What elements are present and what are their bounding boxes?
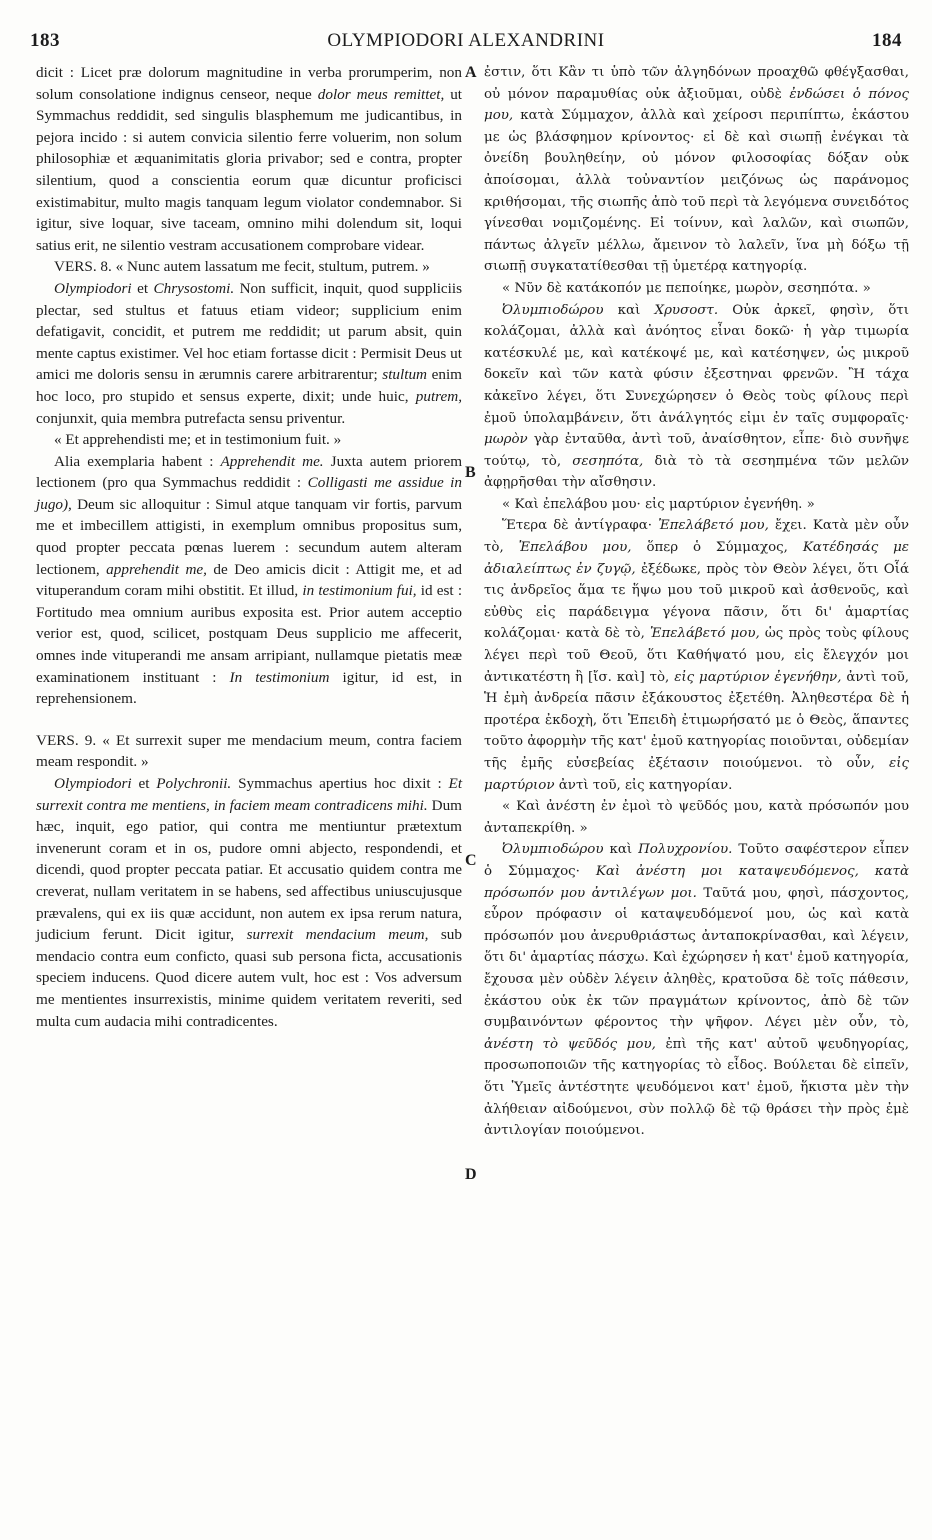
latin-paragraph: Olympiodori et Chrysostomi. Non sufficit, inquit, quod suppliciis plectar, sed stultus et fatuus etiam videor; supplicium enim defatigavit, concidit, et putrem me reddidit; ut parum absit, quin mente captus existimer. Vel hoc etiam fortasse dicit : Permisit Deus ut amici me doloris sensu in ærumnis carere arbitrarentur; stultum enim hoc loco, pro stupido et sensus experte, dixit; unde huic, putrem, conjunxit, quia membra putrefacta sensu priventur. bbox=[36, 279, 463, 427]
page-number-right: 184 bbox=[872, 30, 902, 51]
greek-paragraph: Ὀλυμπιοδώρου καὶ Πολυχρονίου. Τοῦτο σαφέστερον εἶπεν ὁ Σύμμαχος· Καὶ ἀνέστη μοι καταψευδόμενος, κατὰ πρόσωπόν μου ἀντιλέγων μοι. Ταῦτά μου, φησὶ, πάσχοντος, εὗρον πρόφασιν οἱ καταψευδόμενοί μου, ὡς καὶ κατὰ πρόσωπόν μου ἀνερυθριάστως ἀνταποκρίνασθαι, καὶ λέγειν, ὅτι δι' ἁμαρτίας πάσχω. Καὶ ἐχώρησεν ἡ κατ' ἐμοῦ κατηγορία, ἔχουσα μὲν οὐδὲν λέγειν ἀληθὲς, κρατοῦσα δὲ τοῖς πάθεσιν, ἑκάστου οὐκ ἐκ τῶν πραγμάτων κρίνοντος, ἀπὸ δὲ τῶν συμβαινόντων φέροντος τὴν ψῆφον. Λέγει μὲν οὖν, τὸ, ἀνέστη τὸ ψεῦδός μου, ἐπὶ τῆς κατ' αὐτοῦ ψευδηγορίας, προσωποποιῶν τῆς κατηγορίας τὸ εἶδος. Βούλεται δὲ εἰπεῖν, ὅτι Ὑμεῖς ἀντέστητε ψευδόμενοι κατ' ἐμοῦ, ἥκιστα μὲν τὴν ἀλήθειαν αἰδούμενοι, σὺν πολλῷ δὲ τῷ θράσει τὴν πρὸς ἐμὲ ἀντιλογίαν ποιούμενοι. bbox=[484, 842, 909, 1139]
section-marker-a: A bbox=[465, 64, 477, 81]
latin-verse-heading: VERS. 8. « Nunc autem lassatum me fecit, stultum, putrem. » bbox=[54, 258, 430, 276]
latin-paragraph: dicit : Licet præ dolorum magnitudine in verba prorumperim, non solum consolatione indignus censeor, neque dolor meus remittet, ut Symmachus reddidit, sed singulis blasphemum me judicantibus, in pejora incido : si autem convicia silentio ferre voluerim, non solum philosophiæ et æquanimitatis gloria privabor; sed e contra, propter silentium, quod a conscientia eorum quæ dicuntur proficisci existimabitur, multo magis tanquam legum violator condemnabor. Si igitur, sive loquar, sive taceam, omnino mihi dolendum sit, loqui satius erit, ne silentio vestram accusationem comprobare videar. bbox=[36, 64, 463, 254]
greek-paragraph: Ἕτερα δὲ ἀντίγραφα· Ἐπελάβετό μου, ἔχει. Κατὰ μὲν οὖν τὸ, Ἐπελάβου μου, ὅπερ ὁ Σύμμαχος, Κατέδησάς με ἀδιαλείπτως ἐν ζυγῷ, ἐξέδωκε, πρὸς τὸν Θεὸν λέγει, ὅτι Οἷά τις ἀνδρεῖος ἅμα τε ἥψω μου τοῦ μικροῦ καὶ ἀσθενοῦς, καὶ εὐθὺς εἰς παράδειγμα γέγονα πᾶσιν, ὅτι δι' ἁμαρτίας κολάζομαι· κατὰ δὲ τὸ, Ἐπελάβετό μου, ὡς πρὸς τοὺς φίλους λέγει περὶ τοῦ Θεοῦ, ὅτι Καθήψατό μου, εἰς ἔλεγχόν μοι ἀντικατέστη ἢ [ἴσ. καὶ] τὸ, εἰς μαρτύριον ἐγενήθην, ἀντὶ τοῦ, Ἡ ἐμὴ ἀνδρεία πᾶσιν ἐξάκουστος ἐξετέθη. Ἀληθεστέρα δὲ ἡ προτέρα ἐκδοχὴ, ὅτι Ἐπειδὴ ἐτιμωρήσατό με ὁ Θεὸς, ἅπαντες τοῦτο ἀφορμὴν τῆς κατ' ἐμοῦ κατηγορίας ποιοῦνται, οὐδεμίαν τῆς ἐμῆς εὐσεβείας ἐξέτασιν ποιούμενοι. τὸ οὖν, εἰς μαρτύριον ἀντὶ τοῦ, εἰς κατηγορίαν. bbox=[484, 518, 909, 793]
greek-paragraph: ἐστιν, ὅτι Κἂν τι ὑπὸ τῶν ἀλγηδόνων προαχθῶ φθέγξασθαι, οὐ μόνον παραμυθίας οὐκ ἀξιοῦμαι, οὐδὲ ἐνδώσει ὁ πόνος μου, κατὰ Σύμμαχον, ἀλλὰ καὶ χείροσι περιπίπτω, ἑκάστου με ὡς βλάσφημον κρίνοντος· εἰ δὲ καὶ σιωπῇ ἐνέγκαι τὰ ὀνείδη βουληθείην, οὐ μόνον φιλοσοφίας δόξαν οὐκ ἀποίσομαι, ἀλλὰ τοὐναντίον μειζόνως ὡς παράνομος κριθήσομαι, τῆς σιωπῆς ἀπὸ τοῦ περὶ τὰ λεγόμενα συνειδότος γίνεσθαι νομιζομένης. Εἰ τοίνυν, καὶ λαλῶν, καὶ σιωπῶν, πάντως ἀλγεῖν μέλλω, ἄμεινον τὸ λαλεῖν, ἵνα μὴ δόξω τῇ σιωπῇ συγκατατίθεσθαι τῇ ὑμετέρᾳ κατηγορίᾳ. bbox=[484, 65, 909, 275]
latin-column bbox=[36, 62, 462, 1032]
page-number-left: 183 bbox=[30, 30, 60, 51]
greek-verse-heading: « Νῦν δὲ κατάκοπόν με πεποίηκε, μωρὸν, σεσηπότα. » bbox=[502, 280, 871, 296]
greek-verse-quote: « Καὶ ἐπελάβου μου· εἰς μαρτύριον ἐγενήθη. » bbox=[502, 496, 815, 512]
running-title: OLYMPIODORI ALEXANDRINI bbox=[327, 30, 605, 51]
section-markers bbox=[465, 62, 481, 1462]
section-marker-c: C bbox=[465, 852, 477, 869]
latin-paragraph: Alia exemplaria habent : Apprehendit me. Juxta autem priorem lectionem (pro qua Symmachus reddidit : Colligasti me assidue in jugo), Deum sic alloquitur : Simul atque tanquam vir fortis, parvum me et imbecillem attigisti, in exemplum omnibus propositus sum, quod propter peccata pœnas luerem : secundum autem alteram lectionem, apprehendit me, de Deo amicis dicit : Attigit me, et ad vituperandum coram mihi obstitit. Et illud, in testimonium fui, id est : Fortitudo mea omnium auribus exposita est. Prior autem acceptio verior est, quod, scilicet, postquam Deus supplicio me affecerit, omnes inde vituperandi me ansam arripiant, nullamque pietatis meæ examinationem instituant : In testimonium igitur, id est, in reprehensionem. bbox=[36, 452, 463, 708]
latin-paragraph: Olympiodori et Polychronii. Symmachus apertius hoc dixit : Et surrexit contra me mentiens, in faciem meam contradicens mihi. Dum hæc, inquit, ego patior, qui contra me mentiuntur prætextum invenerunt coram et in os, pudore omni abjecto, respondendi, et dicendi, quod propter peccata patiar. Et accusatio quidem contra me creverat, nullam veritatem in se habens, sed affectibus uniuscujusque prævalens, qui ex iis quæ accidunt, non autem ex ipsa rerum natura, judicium ferunt. Dicit igitur, surrexit mendacium meum, sub mendacio contra eum conficto, quasi sub persona ficta, accusationis speciem inducens. Quod dicere autem vult, hoc est : Vos adversum me mentientes insurrexistis, minime quidem veritatem reveriti, sed multa cum audacia mihi contradicentes. bbox=[36, 775, 463, 1030]
latin-verse-heading: VERS. 9. « Et surrexit super me mendacium meum, contra faciem meam respondit. » bbox=[36, 731, 462, 771]
greek-column bbox=[484, 62, 909, 1142]
page-header bbox=[30, 30, 902, 60]
section-marker-b: B bbox=[465, 464, 476, 481]
latin-verse-quote: « Et apprehendisti me; et in testimonium fuit. » bbox=[54, 431, 342, 449]
greek-paragraph: Ὀλυμπιοδώρου καὶ Χρυσοστ. Οὐκ ἀρκεῖ, φησὶν, ὅτι κολάζομαι, ἀλλὰ καὶ ἀνόητος εἶναι δοκῶ· ἡ γὰρ τιμωρία κατέσκυλέ με, καὶ κατέκοψέ με, καὶ κατέσηψεν, ὡς μικροῦ δοκεῖν καὶ τῶν κατὰ φύσιν ἐξεστηναι φρενῶν. Ἢ τάχα κἀκεῖνο λέγει, ὅτι Συνεχώρησεν ὁ Θεὸς τοὺς φίλους περὶ ἐμοῦ ὑπολαμβάνειν, ὅτι ἀνάλγητός εἰμι ἐν ταῖς συμφοραῖς· μωρὸν γὰρ ἐνταῦθα, ἀντὶ τοῦ, ἀναίσθητον, εἶπε· διὸ συνῆψε τούτῳ, τὸ, σεσηπότα, διὰ τὸ τὰ σεσηπμένα τῶν μελῶν ἀφῃρῆσθαι τὴν αἴσθησιν. bbox=[484, 302, 909, 491]
section-marker-d: D bbox=[465, 1166, 477, 1183]
greek-verse-heading: « Καὶ ἀνέστη ἐν ἐμοὶ τὸ ψεῦδός μου, κατὰ πρόσωπόν μου ἀνταπεκρίθη. » bbox=[484, 799, 909, 836]
